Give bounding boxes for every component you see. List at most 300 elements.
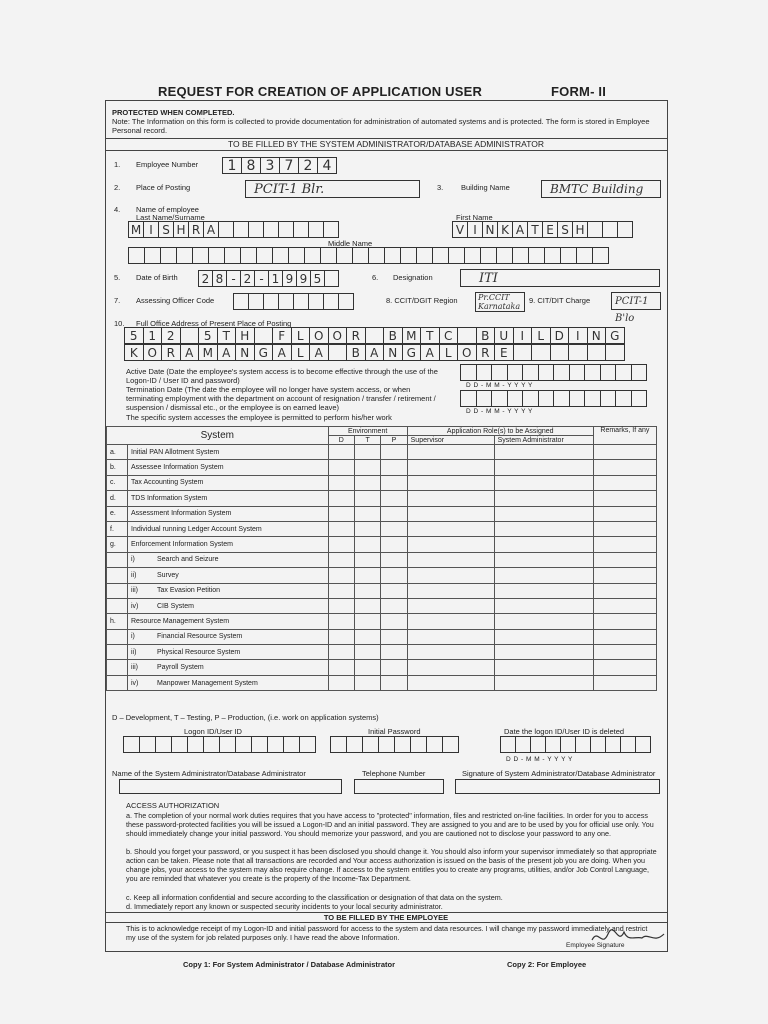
char-box[interactable] xyxy=(602,221,618,238)
table-cell[interactable] xyxy=(328,568,354,583)
char-box[interactable] xyxy=(491,364,508,381)
char-box[interactable] xyxy=(569,364,586,381)
char-box[interactable]: E xyxy=(494,344,514,361)
table-cell[interactable] xyxy=(381,460,407,475)
char-box[interactable]: A xyxy=(365,344,385,361)
char-box[interactable]: A xyxy=(309,344,329,361)
char-box[interactable] xyxy=(600,364,617,381)
char-box[interactable]: 9 xyxy=(282,270,297,287)
char-box[interactable] xyxy=(384,247,401,264)
table-cell[interactable] xyxy=(593,537,656,552)
char-box[interactable] xyxy=(278,221,294,238)
table-cell[interactable] xyxy=(328,660,354,675)
char-box[interactable]: A xyxy=(180,344,200,361)
table-cell[interactable] xyxy=(407,537,494,552)
middle-name-field[interactable] xyxy=(128,247,608,264)
table-cell[interactable] xyxy=(328,521,354,536)
char-box[interactable]: I xyxy=(143,221,159,238)
table-cell[interactable] xyxy=(328,583,354,598)
table-cell[interactable] xyxy=(494,475,593,490)
first-name-field[interactable] xyxy=(452,221,632,238)
char-box[interactable]: N xyxy=(383,344,403,361)
termination-date-field[interactable] xyxy=(460,390,646,407)
char-box[interactable]: 8 xyxy=(241,157,261,174)
char-box[interactable] xyxy=(328,344,348,361)
char-box[interactable] xyxy=(491,390,508,407)
table-cell[interactable] xyxy=(354,660,380,675)
address-line-2-field[interactable] xyxy=(124,344,624,361)
table-cell[interactable] xyxy=(354,645,380,660)
char-box[interactable]: M xyxy=(402,327,422,344)
table-cell[interactable] xyxy=(494,675,593,690)
table-cell[interactable] xyxy=(407,568,494,583)
table-cell[interactable] xyxy=(328,629,354,644)
char-box[interactable]: K xyxy=(124,344,144,361)
table-cell[interactable] xyxy=(407,645,494,660)
char-box[interactable] xyxy=(330,736,347,753)
char-box[interactable]: B xyxy=(383,327,403,344)
char-box[interactable] xyxy=(362,736,379,753)
table-cell[interactable] xyxy=(593,675,656,690)
char-box[interactable] xyxy=(600,390,617,407)
table-cell[interactable] xyxy=(354,614,380,629)
char-box[interactable]: S xyxy=(158,221,174,238)
table-cell[interactable] xyxy=(494,660,593,675)
char-box[interactable] xyxy=(203,736,220,753)
table-cell[interactable] xyxy=(407,521,494,536)
char-box[interactable]: N xyxy=(587,327,607,344)
char-box[interactable] xyxy=(575,736,591,753)
char-box[interactable]: 7 xyxy=(279,157,299,174)
char-box[interactable] xyxy=(442,736,459,753)
table-cell[interactable] xyxy=(381,598,407,613)
table-cell[interactable] xyxy=(593,568,656,583)
table-cell[interactable] xyxy=(328,460,354,475)
char-box[interactable]: I xyxy=(467,221,483,238)
char-box[interactable]: L xyxy=(531,327,551,344)
table-cell[interactable] xyxy=(593,598,656,613)
char-box[interactable] xyxy=(254,327,274,344)
char-box[interactable] xyxy=(460,390,477,407)
table-cell[interactable] xyxy=(354,598,380,613)
char-box[interactable] xyxy=(416,247,433,264)
char-box[interactable]: T xyxy=(420,327,440,344)
char-box[interactable]: K xyxy=(497,221,513,238)
char-box[interactable]: D xyxy=(550,327,570,344)
char-box[interactable] xyxy=(155,736,172,753)
char-box[interactable]: S xyxy=(557,221,573,238)
char-box[interactable] xyxy=(631,364,648,381)
char-box[interactable]: N xyxy=(482,221,498,238)
table-cell[interactable] xyxy=(354,583,380,598)
char-box[interactable] xyxy=(336,247,353,264)
char-box[interactable]: R xyxy=(346,327,366,344)
char-box[interactable]: 5 xyxy=(310,270,325,287)
char-box[interactable]: T xyxy=(527,221,543,238)
table-cell[interactable] xyxy=(494,598,593,613)
char-box[interactable] xyxy=(476,364,493,381)
table-cell[interactable] xyxy=(494,645,593,660)
table-cell[interactable] xyxy=(593,629,656,644)
char-box[interactable] xyxy=(128,247,145,264)
table-cell[interactable] xyxy=(593,583,656,598)
char-box[interactable] xyxy=(320,247,337,264)
char-box[interactable] xyxy=(299,736,316,753)
table-cell[interactable] xyxy=(407,629,494,644)
table-cell[interactable] xyxy=(381,568,407,583)
char-box[interactable]: I xyxy=(568,327,588,344)
char-box[interactable]: O xyxy=(143,344,163,361)
table-cell[interactable] xyxy=(381,506,407,521)
table-cell[interactable] xyxy=(328,445,354,460)
char-box[interactable]: 1 xyxy=(268,270,283,287)
char-box[interactable] xyxy=(568,344,588,361)
table-cell[interactable] xyxy=(381,445,407,460)
char-box[interactable] xyxy=(464,247,481,264)
char-box[interactable]: G xyxy=(402,344,422,361)
char-box[interactable] xyxy=(365,327,385,344)
table-cell[interactable] xyxy=(407,660,494,675)
char-box[interactable]: L xyxy=(291,327,311,344)
table-cell[interactable] xyxy=(381,583,407,598)
char-box[interactable] xyxy=(550,344,570,361)
char-box[interactable] xyxy=(538,364,555,381)
char-box[interactable] xyxy=(293,293,309,310)
char-box[interactable] xyxy=(323,293,339,310)
char-box[interactable] xyxy=(426,736,443,753)
char-box[interactable] xyxy=(531,344,551,361)
char-box[interactable] xyxy=(522,390,539,407)
employee-number-field[interactable] xyxy=(222,157,336,174)
char-box[interactable]: A xyxy=(420,344,440,361)
char-box[interactable] xyxy=(457,327,477,344)
table-cell[interactable] xyxy=(593,460,656,475)
char-box[interactable] xyxy=(378,736,395,753)
char-box[interactable] xyxy=(615,364,632,381)
char-box[interactable]: 1 xyxy=(143,327,163,344)
table-cell[interactable] xyxy=(407,445,494,460)
char-box[interactable] xyxy=(368,247,385,264)
char-box[interactable] xyxy=(476,390,493,407)
table-cell[interactable] xyxy=(494,568,593,583)
table-cell[interactable] xyxy=(593,445,656,460)
char-box[interactable] xyxy=(394,736,411,753)
char-box[interactable]: 9 xyxy=(296,270,311,287)
char-box[interactable] xyxy=(631,390,648,407)
table-cell[interactable] xyxy=(407,598,494,613)
char-box[interactable] xyxy=(515,736,531,753)
charge-field[interactable]: PCIT-1 B'lo xyxy=(611,292,661,310)
char-box[interactable]: 8 xyxy=(212,270,227,287)
char-box[interactable] xyxy=(432,247,449,264)
char-box[interactable]: B xyxy=(346,344,366,361)
char-box[interactable]: - xyxy=(254,270,269,287)
ao-code-field[interactable] xyxy=(233,293,353,310)
char-box[interactable] xyxy=(560,736,576,753)
char-box[interactable] xyxy=(176,247,193,264)
region-field[interactable]: Pr.CCIT Karnataka xyxy=(475,292,525,312)
table-cell[interactable] xyxy=(407,491,494,506)
char-box[interactable] xyxy=(293,221,309,238)
table-cell[interactable] xyxy=(328,675,354,690)
char-box[interactable] xyxy=(144,247,161,264)
char-box[interactable] xyxy=(235,736,252,753)
char-box[interactable] xyxy=(620,736,636,753)
place-of-posting-field[interactable]: PCIT-1 Blr. xyxy=(245,180,420,198)
char-box[interactable] xyxy=(272,247,289,264)
char-box[interactable] xyxy=(180,327,200,344)
char-box[interactable]: A xyxy=(217,344,237,361)
char-box[interactable]: E xyxy=(542,221,558,238)
char-box[interactable]: L xyxy=(291,344,311,361)
char-box[interactable] xyxy=(576,247,593,264)
char-box[interactable] xyxy=(192,247,209,264)
char-box[interactable] xyxy=(560,247,577,264)
char-box[interactable] xyxy=(267,736,284,753)
char-box[interactable] xyxy=(304,247,321,264)
char-box[interactable]: R xyxy=(476,344,496,361)
table-cell[interactable] xyxy=(354,568,380,583)
char-box[interactable] xyxy=(400,247,417,264)
table-cell[interactable] xyxy=(381,521,407,536)
table-cell[interactable] xyxy=(407,552,494,567)
char-box[interactable]: 2 xyxy=(298,157,318,174)
table-cell[interactable] xyxy=(381,660,407,675)
char-box[interactable] xyxy=(208,247,225,264)
char-box[interactable] xyxy=(538,390,555,407)
admin-signature-field[interactable] xyxy=(455,779,660,794)
char-box[interactable] xyxy=(263,293,279,310)
char-box[interactable] xyxy=(569,390,586,407)
table-cell[interactable] xyxy=(381,614,407,629)
initial-password-field[interactable] xyxy=(330,736,458,753)
char-box[interactable]: G xyxy=(605,327,625,344)
char-box[interactable] xyxy=(139,736,156,753)
char-box[interactable] xyxy=(513,344,533,361)
table-cell[interactable] xyxy=(593,491,656,506)
char-box[interactable]: H xyxy=(173,221,189,238)
char-box[interactable] xyxy=(635,736,651,753)
char-box[interactable]: 4 xyxy=(317,157,337,174)
char-box[interactable] xyxy=(288,247,305,264)
table-cell[interactable] xyxy=(407,583,494,598)
char-box[interactable]: O xyxy=(457,344,477,361)
table-cell[interactable] xyxy=(593,614,656,629)
char-box[interactable] xyxy=(617,221,633,238)
char-box[interactable] xyxy=(553,364,570,381)
char-box[interactable]: 3 xyxy=(260,157,280,174)
table-cell[interactable] xyxy=(328,645,354,660)
char-box[interactable]: A xyxy=(203,221,219,238)
char-box[interactable] xyxy=(507,390,524,407)
char-box[interactable] xyxy=(283,736,300,753)
char-box[interactable]: L xyxy=(439,344,459,361)
dob-field[interactable] xyxy=(198,270,338,287)
char-box[interactable] xyxy=(346,736,363,753)
active-date-field[interactable] xyxy=(460,364,646,381)
char-box[interactable] xyxy=(615,390,632,407)
table-cell[interactable] xyxy=(381,475,407,490)
address-line-1-field[interactable] xyxy=(124,327,624,344)
table-cell[interactable] xyxy=(381,491,407,506)
table-cell[interactable] xyxy=(354,475,380,490)
char-box[interactable] xyxy=(530,736,546,753)
table-cell[interactable] xyxy=(494,460,593,475)
char-box[interactable] xyxy=(323,221,339,238)
table-cell[interactable] xyxy=(328,537,354,552)
table-cell[interactable] xyxy=(381,675,407,690)
designation-field[interactable]: ITI xyxy=(460,269,660,287)
table-cell[interactable] xyxy=(354,675,380,690)
char-box[interactable] xyxy=(123,736,140,753)
char-box[interactable]: M xyxy=(128,221,144,238)
table-cell[interactable] xyxy=(593,552,656,567)
char-box[interactable] xyxy=(507,364,524,381)
char-box[interactable] xyxy=(553,390,570,407)
char-box[interactable]: R xyxy=(161,344,181,361)
table-cell[interactable] xyxy=(328,614,354,629)
char-box[interactable]: I xyxy=(513,327,533,344)
char-box[interactable] xyxy=(278,293,294,310)
table-cell[interactable] xyxy=(354,629,380,644)
char-box[interactable] xyxy=(587,221,603,238)
char-box[interactable] xyxy=(251,736,268,753)
table-cell[interactable] xyxy=(407,460,494,475)
table-cell[interactable] xyxy=(354,506,380,521)
char-box[interactable] xyxy=(218,221,234,238)
char-box[interactable] xyxy=(605,736,621,753)
char-box[interactable]: 2 xyxy=(240,270,255,287)
table-cell[interactable] xyxy=(407,506,494,521)
last-name-field[interactable] xyxy=(128,221,338,238)
char-box[interactable] xyxy=(496,247,513,264)
char-box[interactable] xyxy=(352,247,369,264)
char-box[interactable]: V xyxy=(452,221,468,238)
char-box[interactable]: G xyxy=(254,344,274,361)
char-box[interactable] xyxy=(448,247,465,264)
char-box[interactable] xyxy=(544,247,561,264)
char-box[interactable]: A xyxy=(512,221,528,238)
table-cell[interactable] xyxy=(593,645,656,660)
char-box[interactable]: H xyxy=(235,327,255,344)
table-cell[interactable] xyxy=(354,491,380,506)
table-cell[interactable] xyxy=(328,506,354,521)
table-cell[interactable] xyxy=(593,475,656,490)
table-cell[interactable] xyxy=(407,475,494,490)
table-cell[interactable] xyxy=(593,660,656,675)
char-box[interactable]: T xyxy=(217,327,237,344)
char-box[interactable] xyxy=(605,344,625,361)
table-cell[interactable] xyxy=(494,552,593,567)
char-box[interactable] xyxy=(240,247,257,264)
char-box[interactable] xyxy=(584,364,601,381)
char-box[interactable] xyxy=(248,293,264,310)
char-box[interactable] xyxy=(512,247,529,264)
char-box[interactable] xyxy=(171,736,188,753)
telephone-field[interactable] xyxy=(354,779,444,794)
table-cell[interactable] xyxy=(354,521,380,536)
table-cell[interactable] xyxy=(381,629,407,644)
char-box[interactable] xyxy=(522,364,539,381)
char-box[interactable] xyxy=(584,390,601,407)
char-box[interactable]: 5 xyxy=(124,327,144,344)
table-cell[interactable] xyxy=(381,537,407,552)
char-box[interactable] xyxy=(233,221,249,238)
table-cell[interactable] xyxy=(494,491,593,506)
table-cell[interactable] xyxy=(494,629,593,644)
table-cell[interactable] xyxy=(593,521,656,536)
table-cell[interactable] xyxy=(354,460,380,475)
char-box[interactable]: U xyxy=(494,327,514,344)
char-box[interactable]: O xyxy=(309,327,329,344)
char-box[interactable] xyxy=(308,221,324,238)
table-cell[interactable] xyxy=(407,614,494,629)
char-box[interactable] xyxy=(592,247,609,264)
char-box[interactable]: 2 xyxy=(161,327,181,344)
char-box[interactable]: B xyxy=(476,327,496,344)
table-cell[interactable] xyxy=(407,675,494,690)
table-cell[interactable] xyxy=(328,552,354,567)
char-box[interactable] xyxy=(263,221,279,238)
char-box[interactable]: A xyxy=(272,344,292,361)
char-box[interactable]: N xyxy=(235,344,255,361)
char-box[interactable] xyxy=(160,247,177,264)
table-cell[interactable] xyxy=(328,475,354,490)
table-cell[interactable] xyxy=(494,583,593,598)
char-box[interactable]: 1 xyxy=(222,157,242,174)
logon-id-field[interactable] xyxy=(123,736,315,753)
char-box[interactable] xyxy=(460,364,477,381)
char-box[interactable] xyxy=(233,293,249,310)
char-box[interactable]: F xyxy=(272,327,292,344)
char-box[interactable] xyxy=(338,293,354,310)
char-box[interactable] xyxy=(219,736,236,753)
char-box[interactable]: C xyxy=(439,327,459,344)
table-cell[interactable] xyxy=(354,537,380,552)
char-box[interactable]: - xyxy=(226,270,241,287)
table-cell[interactable] xyxy=(354,445,380,460)
table-cell[interactable] xyxy=(494,506,593,521)
char-box[interactable] xyxy=(256,247,273,264)
char-box[interactable] xyxy=(308,293,324,310)
char-box[interactable] xyxy=(500,736,516,753)
table-cell[interactable] xyxy=(494,445,593,460)
char-box[interactable] xyxy=(187,736,204,753)
char-box[interactable] xyxy=(324,270,339,287)
table-cell[interactable] xyxy=(381,645,407,660)
table-cell[interactable] xyxy=(328,491,354,506)
char-box[interactable]: 5 xyxy=(198,327,218,344)
char-box[interactable]: 2 xyxy=(198,270,213,287)
table-cell[interactable] xyxy=(381,552,407,567)
table-cell[interactable] xyxy=(494,521,593,536)
char-box[interactable] xyxy=(528,247,545,264)
table-cell[interactable] xyxy=(593,506,656,521)
table-cell[interactable] xyxy=(328,598,354,613)
char-box[interactable] xyxy=(248,221,264,238)
table-cell[interactable] xyxy=(494,614,593,629)
char-box[interactable]: R xyxy=(188,221,204,238)
char-box[interactable]: H xyxy=(572,221,588,238)
admin-name-field[interactable] xyxy=(119,779,342,794)
char-box[interactable] xyxy=(410,736,427,753)
building-name-field[interactable]: BMTC Building xyxy=(541,180,661,198)
char-box[interactable]: M xyxy=(198,344,218,361)
char-box[interactable]: O xyxy=(328,327,348,344)
char-box[interactable] xyxy=(224,247,241,264)
table-cell[interactable] xyxy=(354,552,380,567)
table-cell[interactable] xyxy=(494,537,593,552)
